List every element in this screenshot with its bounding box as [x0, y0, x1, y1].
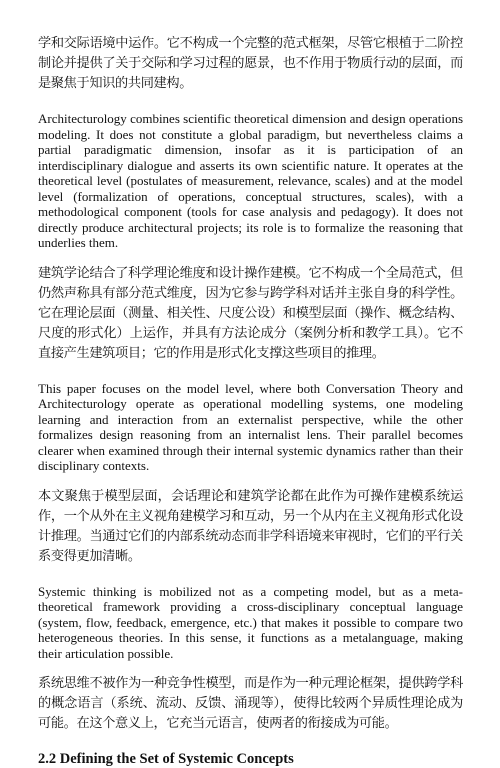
paragraph-zh-2: 建筑学论结合了科学理论维度和设计操作建模。它不构成一个全局范式，但仍然声称具有部分范式维度，因为它参与跨学科对话并主张自身的科学性。它在理论层面（测量、相关性、尺度公设）和模型层面（操作、概念结构、尺度的形式化）上运作，并具有方法论成分（案例分析和教学工具）。它不直接产生建筑项目；它的作用是形式化支撑这些项目的推理。 — [38, 265, 463, 361]
section-heading: 2.2 Defining the Set of Systemic Concepts — [38, 751, 294, 767]
paragraph-en-1: Architecturology combines scientific theoretical dimension and design operations modeling. It does not constitute a global paradigm, but nevertheless claims a partial paradigmatic dimension, insofar as it is participation of an interdisciplinary dialogue and asserts its own scientific nature. It operates at the theoretical level (postulates of measurement, relevance, scales) and at the model level (formalization of operations, conceptual structures, scales), with a methodological component (tools for case analysis and pedagogy). It does not directly produce architectural projects; its role is to formalize the reasoning that underlies them. — [38, 111, 463, 250]
paper-page — [38, 34, 463, 768]
paragraph-en-3: Systemic thinking is mobilized not as a competing model, but as a meta-theoretical framework providing a cross-disciplinary conceptual language (system, flow, feedback, emergence, etc.) that makes it possible to compare two heterogeneous theories. In this sense, it functions as a metalanguage, making their articulation possible. — [38, 583, 463, 661]
paragraph-zh-3: 本文聚焦于模型层面，会话理论和建筑学论都在此作为可操作建模系统运作，一个从外在主义视角建模学习和互动，另一个从内在主义视角形式化设计推理。当通过它们的内部系统动态而非学科语境来审视时，它们的平行关系变得更加清晰。 — [38, 488, 463, 564]
paragraph-en-2: This paper focuses on the model level, where both Conversation Theory and Architecturology operate as operational modelling systems, one modeling learning and interaction from an externalist perspective, while the other formalizes design reasoning from an internalist lens. Their parallel becomes clearer when examined through their internal systemic dynamics rather than their disciplinary contexts. — [38, 380, 463, 473]
paragraph-zh-1: 学和交际语境中运作。它不构成一个完整的范式框架，尽管它根植于二阶控制论并提供了关于交际和学习过程的愿景，也不作用于物质行动的层面，而是聚焦于知识的共同建构。 — [38, 36, 463, 91]
paragraph-zh-4: 系统思维不被作为一种竞争性模型，而是作为一种元理论框架，提供跨学科的概念语言（系统、流动、反馈、涌现等），使得比较两个异质性理论成为可能。在这个意义上，它充当元语言，使两者的衔接成为可能。 — [38, 676, 463, 731]
